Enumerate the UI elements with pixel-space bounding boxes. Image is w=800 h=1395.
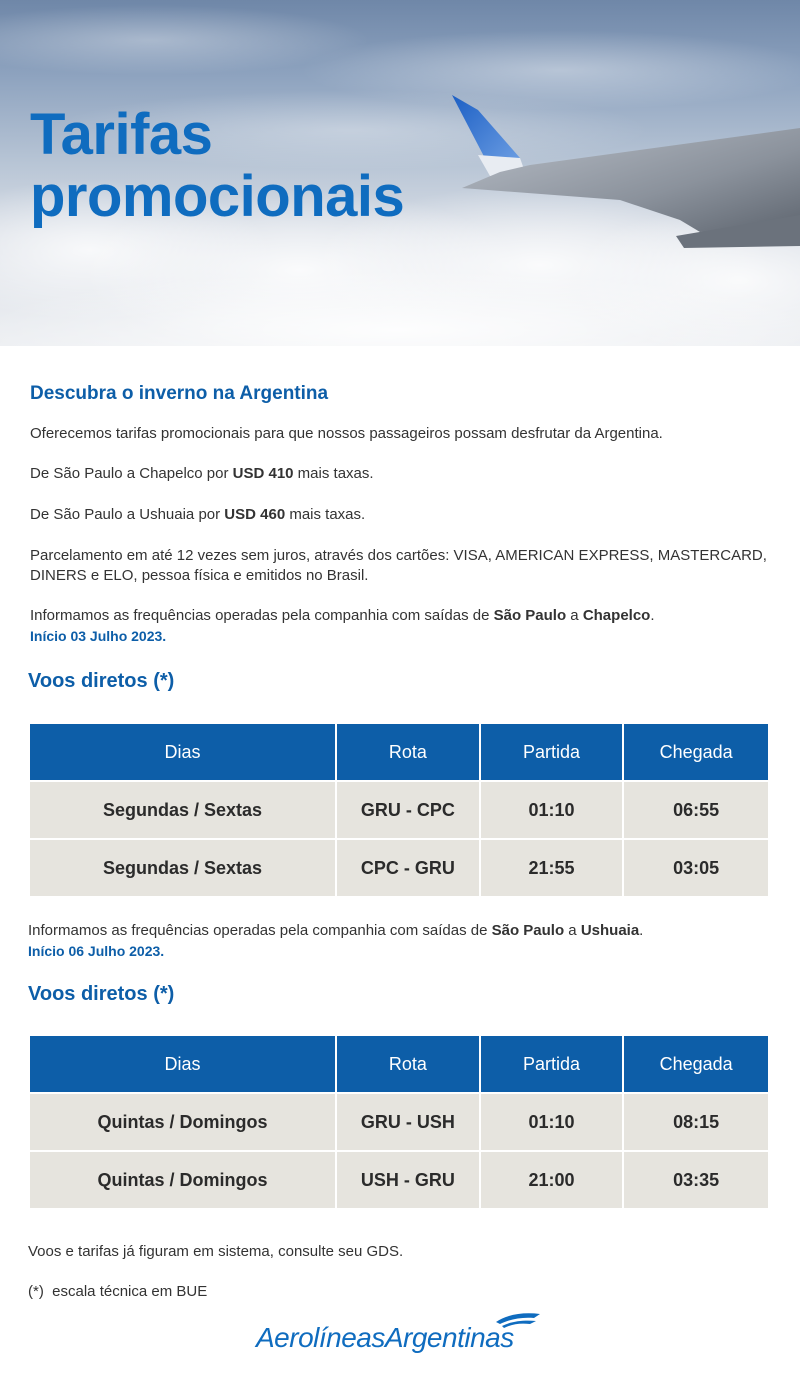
installments-line1: Parcelamento em até 12 vezes sem juros, através dos cartões: VISA, AMERICAN EXPRESS, MASTERCARD, — [30, 547, 767, 564]
chapelco-flights-table — [28, 722, 770, 898]
cell-route: GRU - CPC — [337, 782, 479, 838]
table-row — [30, 782, 768, 838]
ushuaia-offer — [30, 505, 365, 525]
cell-arrival: 03:35 — [624, 1152, 768, 1208]
chapelco-offer-suffix: mais taxas. — [293, 465, 374, 482]
hero-title — [30, 104, 404, 228]
installments-paragraph — [30, 546, 775, 586]
installments-line2: DINERS e ELO, pessoa física e emitidos no Brasil. — [30, 567, 369, 584]
cell-departure: 01:10 — [481, 1094, 623, 1150]
section2-info — [28, 921, 643, 941]
footnote: (*) escala técnica em BUE — [28, 1283, 208, 1300]
cell-route: GRU - USH — [337, 1094, 479, 1150]
column-header-dias: Dias — [30, 724, 335, 780]
column-header-partida: Partida — [481, 724, 623, 780]
table-row — [30, 1152, 768, 1208]
logo-wordmark: AerolíneasArgentinas — [256, 1322, 514, 1353]
cell-departure: 21:55 — [481, 840, 623, 896]
cell-departure: 01:10 — [481, 782, 623, 838]
section1-start-date: Início 03 Julho 2023. — [30, 628, 167, 644]
section1-heading: Voos diretos (*) — [28, 670, 175, 692]
section2-heading: Voos diretos (*) — [28, 983, 175, 1005]
column-header-partida: Partida — [481, 1036, 623, 1092]
cell-route: CPC - GRU — [337, 840, 479, 896]
ushuaia-offer-suffix: mais taxas. — [285, 506, 366, 523]
table-row — [30, 840, 768, 896]
chapelco-offer — [30, 464, 374, 484]
chapelco-offer-text: De São Paulo a Chapelco por — [30, 465, 233, 482]
table-row — [30, 1094, 768, 1150]
section1-info-text: Informamos as frequências operadas pela companhia com saídas de — [30, 607, 494, 624]
gds-note: Voos e tarifas já figuram em sistema, consulte seu GDS. — [28, 1243, 404, 1260]
aerolineas-argentinas-logo — [256, 1310, 546, 1360]
section2-period: . — [639, 922, 644, 939]
column-header-dias: Dias — [30, 1036, 335, 1092]
section1-info — [30, 606, 655, 626]
chapelco-price: USD 410 — [232, 465, 294, 482]
section2-connector: a — [564, 922, 581, 939]
column-header-chegada: Chegada — [624, 724, 768, 780]
cell-arrival: 06:55 — [624, 782, 768, 838]
hero-banner — [0, 0, 800, 346]
cell-days: Segundas / Sextas — [30, 782, 335, 838]
column-header-rota: Rota — [337, 1036, 479, 1092]
cell-days: Segundas / Sextas — [30, 840, 335, 896]
ushuaia-price: USD 460 — [224, 506, 286, 523]
cell-arrival: 03:05 — [624, 840, 768, 896]
cell-days: Quintas / Domingos — [30, 1152, 335, 1208]
section2-info-text: Informamos as frequências operadas pela companhia com saídas de — [28, 922, 492, 939]
section2-start-date: Início 06 Julho 2023. — [28, 943, 165, 959]
intro-heading: Descubra o inverno na Argentina — [30, 383, 329, 404]
hero-title-line2: promocionais — [30, 164, 405, 229]
table-header-row — [30, 1036, 768, 1092]
section2-destination: Ushuaia — [580, 922, 640, 939]
section1-connector: a — [566, 607, 583, 624]
cell-days: Quintas / Domingos — [30, 1094, 335, 1150]
cell-departure: 21:00 — [481, 1152, 623, 1208]
ushuaia-flights-table — [28, 1034, 770, 1210]
cell-route: USH - GRU — [337, 1152, 479, 1208]
intro-paragraph: Oferecemos tarifas promocionais para que nossos passageiros possam desfrutar da Argentina. — [30, 425, 663, 442]
cell-arrival: 08:15 — [624, 1094, 768, 1150]
ushuaia-offer-text: De São Paulo a Ushuaia por — [30, 506, 225, 523]
section1-period: . — [650, 607, 655, 624]
table-header-row — [30, 724, 768, 780]
column-header-rota: Rota — [337, 724, 479, 780]
section1-origin: São Paulo — [493, 607, 567, 624]
column-header-chegada: Chegada — [624, 1036, 768, 1092]
section1-destination: Chapelco — [582, 607, 651, 624]
hero-title-line1: Tarifas — [30, 102, 213, 167]
section2-origin: São Paulo — [491, 922, 565, 939]
